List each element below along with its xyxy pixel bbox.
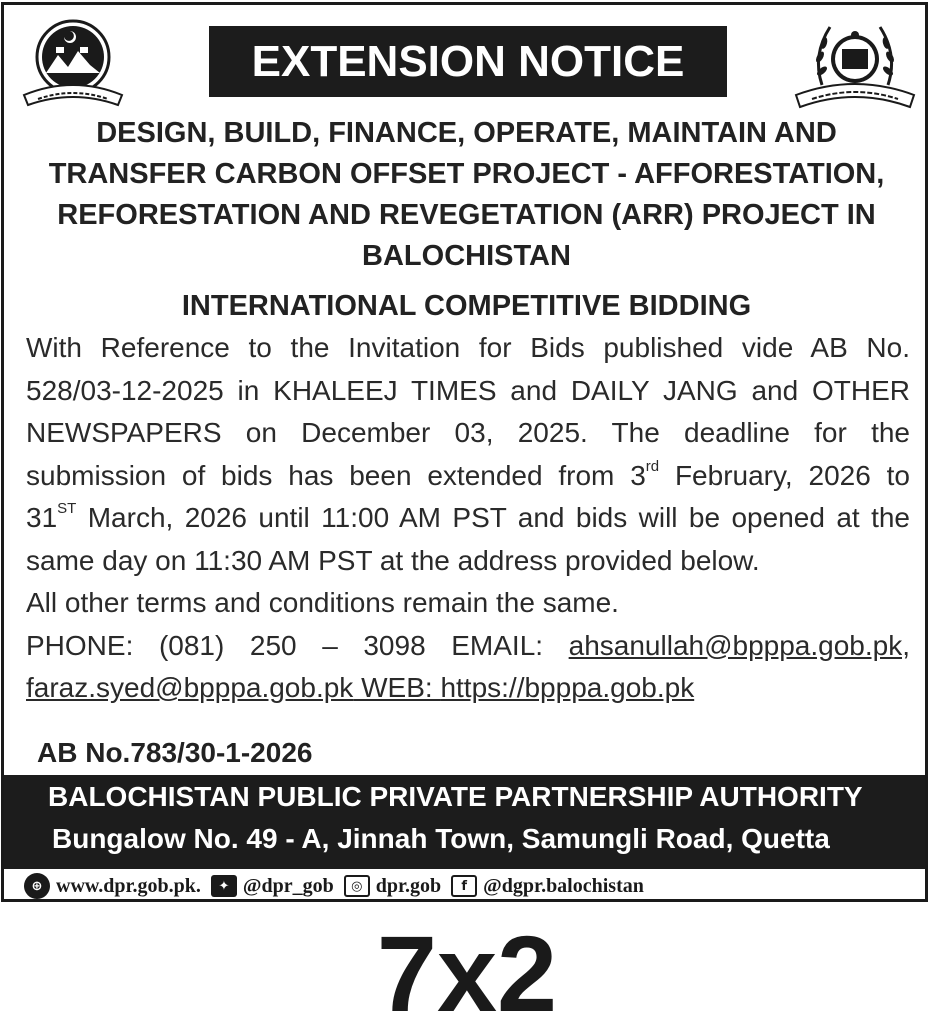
ad-size-label: 7x2 xyxy=(376,913,558,1024)
project-heading xyxy=(24,113,909,277)
body-line: With Reference to the Invitation for Bids published vide AB No. xyxy=(26,332,910,363)
facebook-handle: @dgpr.balochistan xyxy=(483,874,644,897)
twitter-icon: ✦ xyxy=(211,875,237,897)
notice-frame xyxy=(1,2,928,902)
social-bar xyxy=(24,871,904,901)
body-line: 528/03-12-2025 in KHALEEJ TIMES and DAILY JANG and OTHER xyxy=(26,374,910,406)
ordinal-suffix: ST xyxy=(57,500,77,517)
body-line: same day on 11:30 AM PST at the address provided below. xyxy=(26,544,760,576)
email-link[interactable]: faraz.syed@bpppa.gob.pk xyxy=(26,672,354,703)
authority-name: BALOCHISTAN PUBLIC PRIVATE PARTNERSHIP AUTHORITY xyxy=(48,781,863,812)
ab-number: AB No.783/30-1-2026 xyxy=(37,737,313,768)
instagram-handle: dpr.gob xyxy=(375,874,442,897)
instagram-icon: ◎ xyxy=(344,875,370,897)
body-line: All other terms and conditions remain the same. xyxy=(26,587,619,618)
body-line xyxy=(26,455,910,498)
project-heading-line: TRANSFER CARBON OFFSET PROJECT - AFFORESTATION, xyxy=(48,158,885,190)
project-heading-line: REFORESTATION AND REVEGETATION (ARR) PROJECT IN xyxy=(57,199,876,231)
notice-title: EXTENSION NOTICE xyxy=(209,26,727,97)
globe-icon: ⊕ xyxy=(24,873,50,899)
government-seal-icon xyxy=(792,15,918,115)
body-text: submission of bids has been extended from 3 xyxy=(26,459,646,491)
body-line: NEWSPAPERS on December 03, 2025. The deadline for the xyxy=(26,417,910,448)
bidding-type: INTERNATIONAL COMPETITIVE BIDDING xyxy=(181,290,752,322)
authority-address: Bungalow No. 49 - A, Jinnah Town, Samungli Road, Quetta xyxy=(52,823,830,854)
facebook-icon: f xyxy=(451,875,477,897)
contact-line xyxy=(26,667,910,710)
social-facebook[interactable] xyxy=(451,875,644,898)
twitter-handle: @dpr_gob xyxy=(242,874,334,897)
project-heading-line: DESIGN, BUILD, FINANCE, OPERATE, MAINTAIN AND xyxy=(96,117,837,149)
authority-band xyxy=(4,775,925,869)
email-link[interactable]: ahsanullah@bpppa.gob.pk, xyxy=(568,629,910,661)
body-text: February, 2026 to xyxy=(659,459,910,491)
social-instagram[interactable] xyxy=(344,875,441,898)
body-text: March, 2026 until 11:00 AM PST and bids will be opened at the xyxy=(76,502,910,533)
balochistan-emblem-icon xyxy=(18,15,128,115)
project-heading-line: BALOCHISTAN xyxy=(362,240,571,272)
social-twitter[interactable] xyxy=(211,875,334,898)
body-text: 31 xyxy=(26,502,58,533)
ordinal-suffix: rd xyxy=(645,457,660,475)
notice-body xyxy=(26,327,910,710)
website-text: www.dpr.gob.pk. xyxy=(56,874,201,897)
phone-text: PHONE: (081) 250 – 3098 EMAIL: xyxy=(26,629,569,661)
body-line xyxy=(26,497,910,540)
contact-line xyxy=(26,625,910,668)
website-link[interactable]: https://bpppa.gob.pk xyxy=(440,672,695,703)
social-website[interactable] xyxy=(24,873,201,899)
web-label: WEB: xyxy=(353,672,441,703)
